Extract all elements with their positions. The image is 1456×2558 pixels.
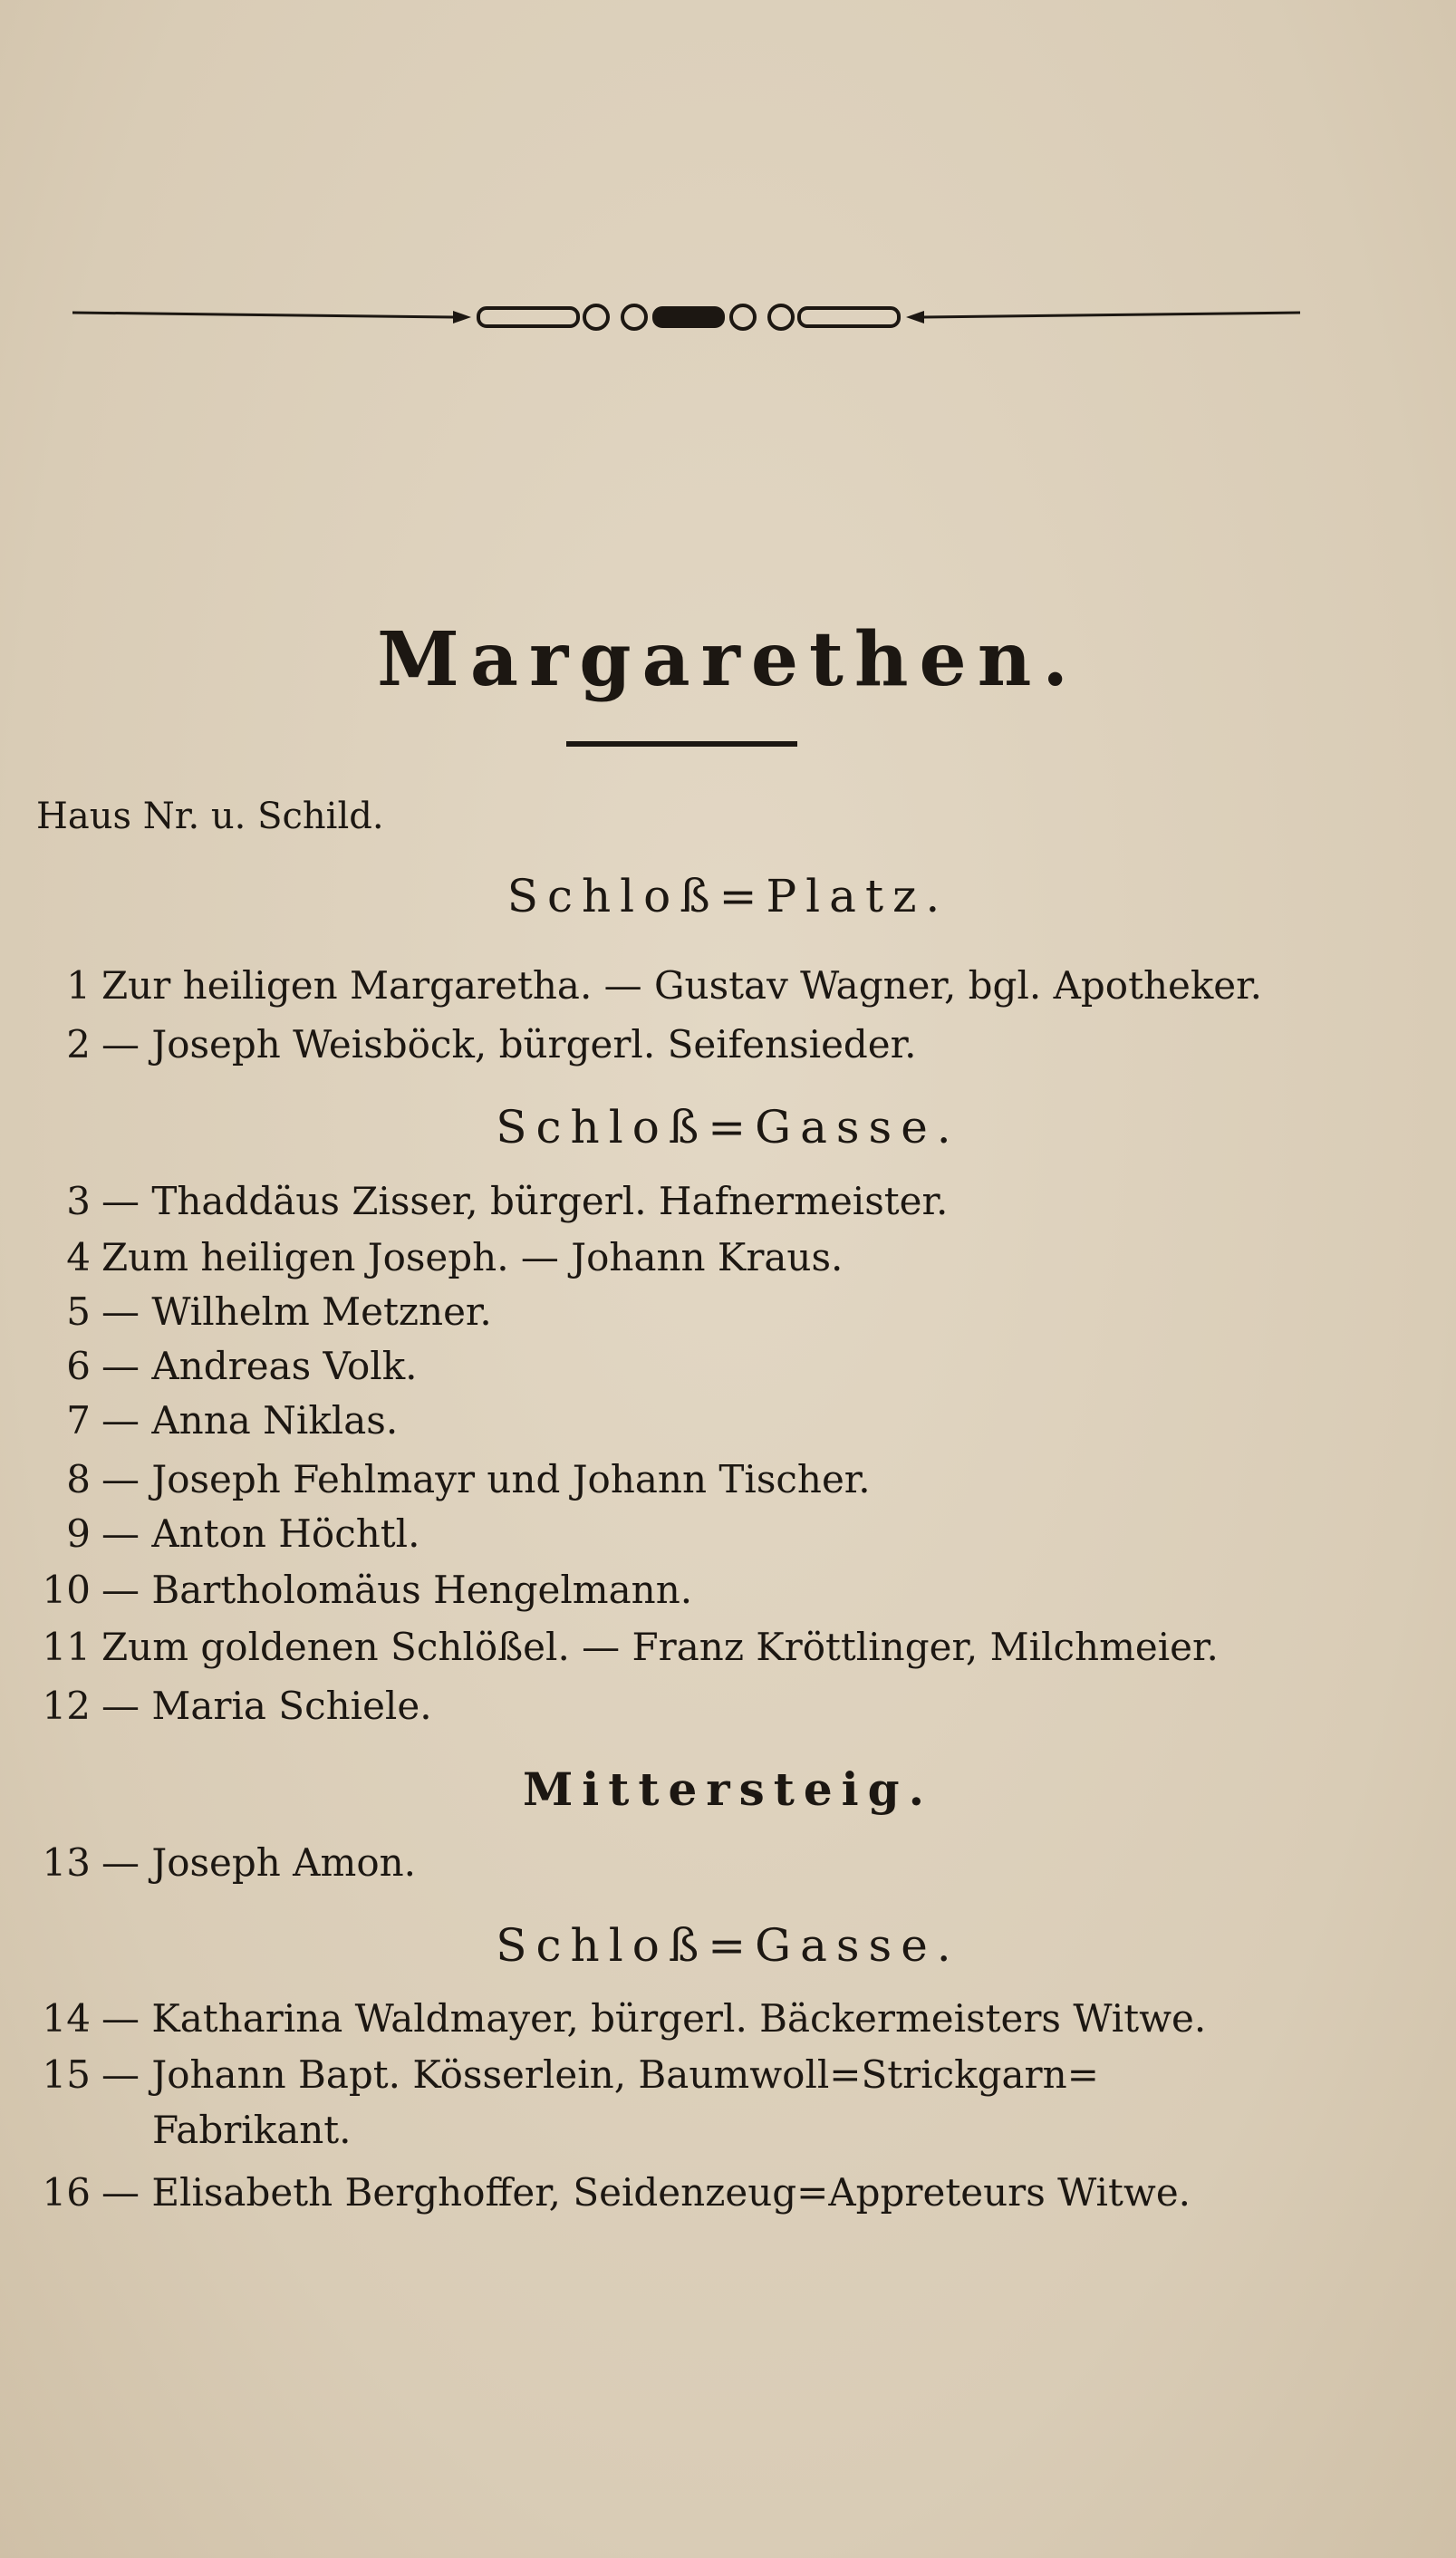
house-number: 15	[42, 2052, 91, 2097]
house-number: 16	[42, 2170, 91, 2215]
house-number: 4	[66, 1235, 91, 1279]
street-heading: Schloß=Gasse.	[496, 1101, 960, 1154]
house-number: 8	[66, 1457, 91, 1501]
entry-text: — Joseph Amon.	[101, 1840, 417, 1885]
entry-text: — Thaddäus Zisser, bürgerl. Hafnermeister.	[101, 1179, 949, 1223]
entry-text: Zum goldenen Schlößel. — Franz Kröttlinger, Milchmeier.	[101, 1625, 1219, 1669]
list-item	[36, 1287, 1413, 1337]
entry-text: — Katharina Waldmayer, bürgerl. Bäckermeisters Witwe.	[101, 1996, 1207, 2041]
entry-text: — Anna Niklas.	[101, 1398, 399, 1443]
list-item	[36, 1019, 1413, 1070]
house-number: 9	[66, 1511, 91, 1556]
list-item	[36, 1454, 1413, 1505]
entry-text: — Andreas Volk.	[101, 1344, 418, 1388]
list-item	[36, 1681, 1413, 1732]
list-item	[36, 1838, 1413, 1888]
list-item	[36, 1622, 1413, 1673]
column-header-label: Haus Nr. u. Schild.	[36, 796, 384, 837]
list-item	[36, 2167, 1413, 2218]
list-item	[36, 1232, 1413, 1283]
entry-text: — Joseph Fehlmayr und Johann Tischer.	[101, 1457, 871, 1501]
entry-text: Zur heiligen Margaretha. — Gustav Wagner, bgl. Apotheker.	[101, 963, 1262, 1008]
entry-text: — Johann Bapt. Kösserlein, Baumwoll=Strickgarn=	[101, 2052, 1099, 2097]
entry-text: — Elisabeth Berghoffer, Seidenzeug=Appreteurs Witwe.	[101, 2170, 1191, 2215]
list-item	[36, 960, 1413, 1011]
entry-text: — Wilhelm Metzner.	[101, 1289, 492, 1334]
list-item	[36, 1509, 1413, 1559]
street-heading: Schloß=Platz.	[506, 870, 950, 922]
house-number: 2	[66, 1022, 91, 1067]
house-number: 13	[42, 1840, 91, 1885]
entry-text: — Joseph Weisböck, bürgerl. Seifensieder.	[101, 1022, 917, 1067]
house-number: 11	[42, 1625, 91, 1669]
street-heading: Schloß=Gasse.	[496, 1919, 960, 1972]
list-item	[36, 1176, 1413, 1227]
entry-text: — Anton Höchtl.	[101, 1511, 420, 1556]
house-number: 6	[66, 1344, 91, 1388]
list-item	[36, 1395, 1413, 1446]
entry-text: Zum heiligen Joseph. — Johann Kraus.	[101, 1235, 844, 1279]
house-number: 7	[66, 1398, 91, 1443]
street-heading: Mittersteig.	[522, 1762, 934, 1816]
house-number: 5	[66, 1289, 91, 1334]
entry-text: — Bartholomäus Hengelmann.	[101, 1568, 693, 1612]
house-number: 10	[42, 1568, 91, 1612]
entry-text: — Maria Schiele.	[101, 1684, 432, 1728]
list-item	[36, 1565, 1413, 1616]
house-number: 14	[42, 1996, 91, 2041]
house-number: 3	[66, 1179, 91, 1223]
list-item	[36, 2050, 1413, 2100]
entry-continuation: Fabrikant.	[152, 2108, 352, 2152]
decorative-ornament	[72, 294, 1300, 340]
house-number: 12	[42, 1684, 91, 1728]
title-underline	[566, 741, 797, 747]
page-title: Margarethen.	[377, 616, 1079, 703]
list-item	[36, 1993, 1413, 2044]
house-number: 1	[66, 963, 91, 1008]
list-item	[36, 1341, 1413, 1392]
